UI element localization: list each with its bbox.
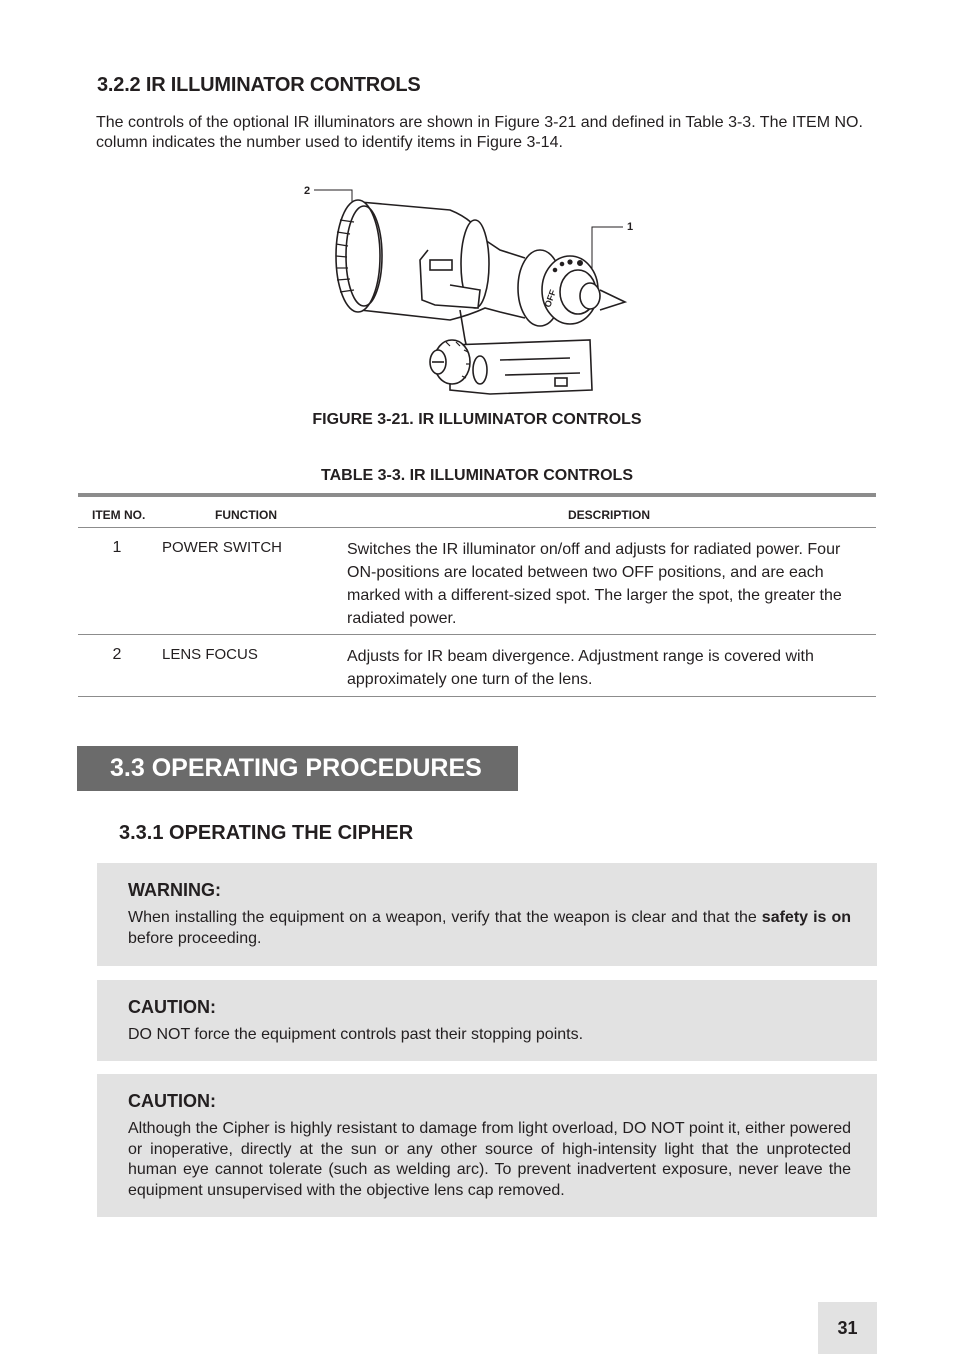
- warning-box: [97, 863, 877, 966]
- dial-off-label: OFF: [542, 288, 559, 309]
- header-function: FUNCTION: [215, 508, 277, 522]
- cell-item-no: 1: [112, 539, 122, 556]
- caution-title: CAUTION:: [128, 1091, 216, 1111]
- table-header-row: [78, 497, 876, 528]
- section-heading-331: 3.3.1 OPERATING THE CIPHER: [119, 822, 414, 844]
- intro-paragraph: The controls of the optional IR illuminators are shown in Figure 3-21 and defined in Table 3-3. The ITEM NO. column indicates the number used to identify items in Figure 3-14.: [96, 114, 863, 151]
- callout-2: 2: [304, 185, 311, 197]
- section-title: 3.3 OPERATING PROCEDURES: [110, 754, 482, 782]
- section-banner-33: [77, 746, 518, 791]
- caution-text: DO NOT force the equipment controls past their stopping points.: [128, 1026, 584, 1043]
- cell-description: Adjusts for IR beam divergence. Adjustment range is covered with approximately one turn of the lens.: [347, 648, 814, 688]
- caution-box: [97, 980, 877, 1061]
- ir-illuminator-figure: [300, 180, 650, 400]
- header-description: DESCRIPTION: [568, 508, 651, 522]
- cell-item-no: 2: [112, 646, 122, 663]
- warning-text: When installing the equipment on a weapon, verify that the weapon is clear and that the safety is on before proceeding.: [128, 909, 852, 947]
- table-row: [78, 635, 876, 697]
- controls-table: [78, 493, 876, 697]
- header-item-no: ITEM NO.: [92, 508, 146, 522]
- figure-caption: FIGURE 3-21. IR ILLUMINATOR CONTROLS: [312, 411, 642, 428]
- cell-function: LENS FOCUS: [162, 646, 258, 663]
- table-caption: TABLE 3-3. IR ILLUMINATOR CONTROLS: [321, 467, 633, 484]
- warning-title: WARNING:: [128, 880, 221, 900]
- warning-emphasis: safety is on: [761, 909, 852, 926]
- callout-1: 1: [627, 221, 634, 233]
- caution-box: [97, 1074, 877, 1217]
- page-number: 31: [818, 1302, 877, 1354]
- section-heading-322: 3.2.2 IR ILLUMINATOR CONTROLS: [97, 74, 421, 96]
- table-row: [78, 528, 876, 635]
- caution-title: CAUTION:: [128, 997, 216, 1017]
- caution-text: Although the Cipher is highly resistant to damage from light overload, DO NOT point it, either powered or inoperative, directly at the sun or any other source of high-intensity light that the unprotected human eye cannot tolerate (such as welding arc). To prevent inadvertent exposure, never leave the equipment unsupervised with the objective lens cap removed.: [128, 1120, 851, 1199]
- cell-function: POWER SWITCH: [162, 539, 282, 556]
- cell-description: Switches the IR illuminator on/off and adjusts for radiated power. Four ON-positions are located between two OFF positions, and are each marked with a different-sized spot. The larger the spot, the greater the radiated power.: [347, 541, 842, 627]
